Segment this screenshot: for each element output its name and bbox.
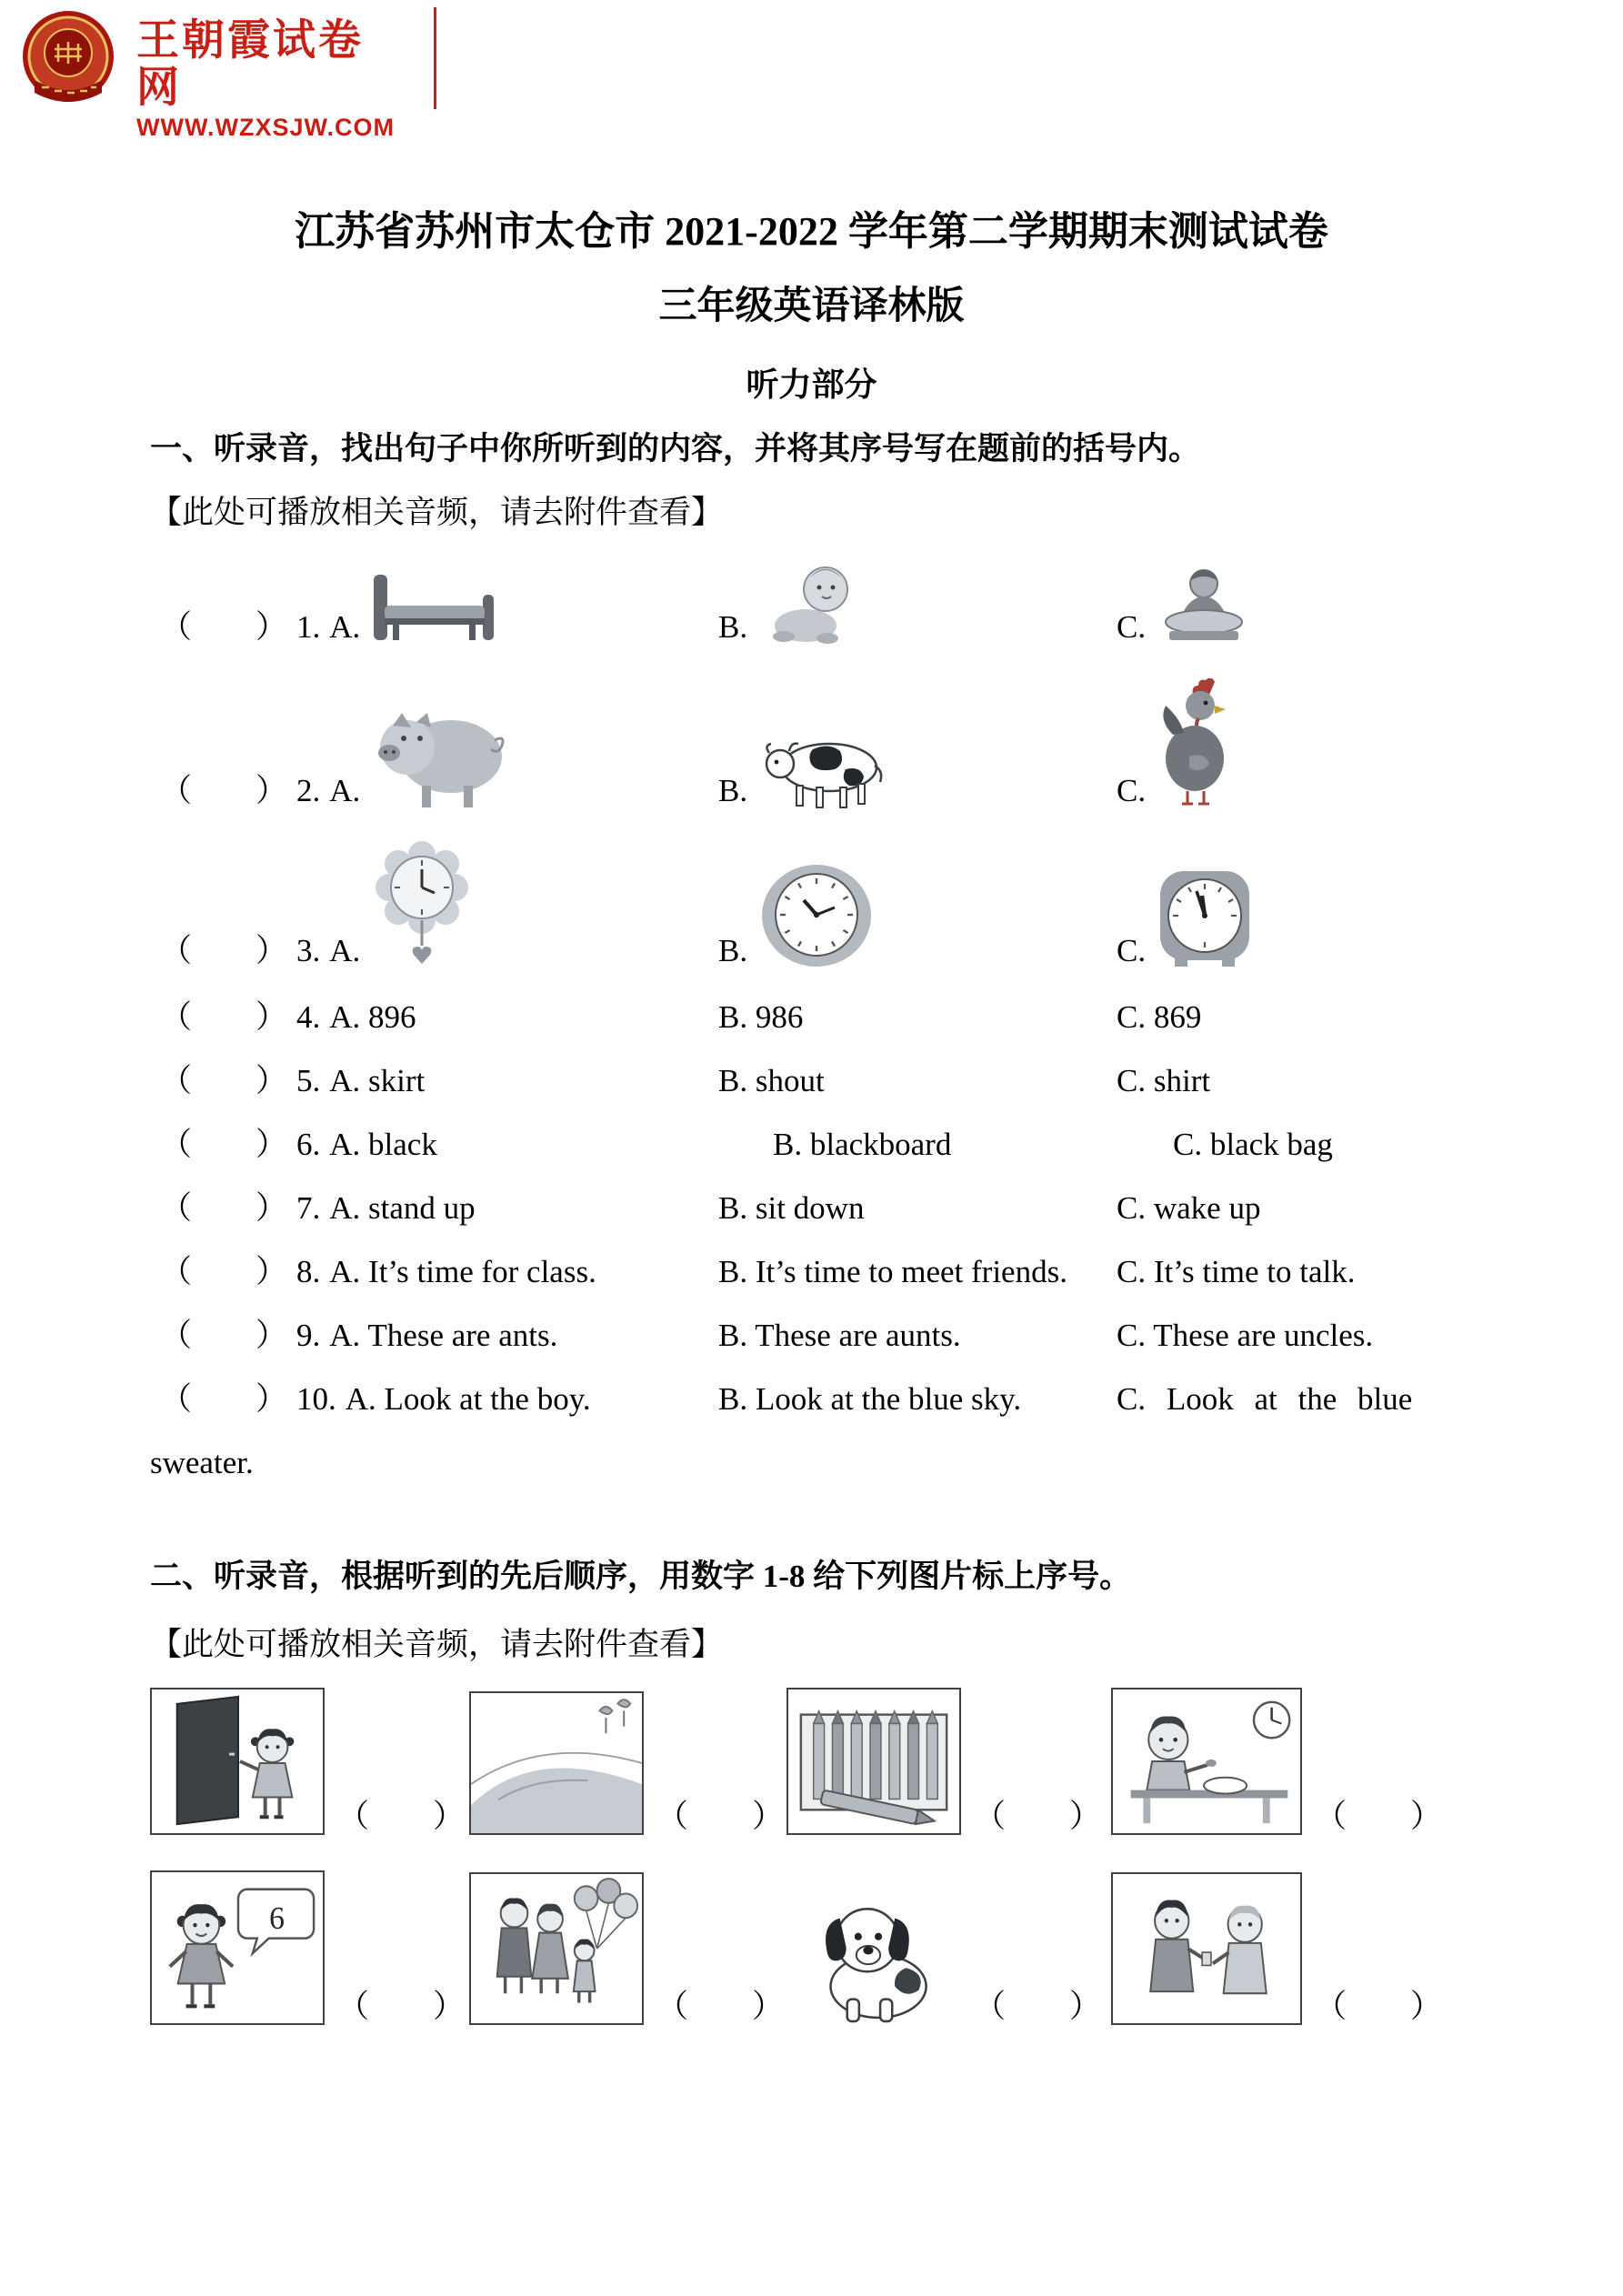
option-text: C. black bag [1173,1127,1333,1162]
option-text: A. It’s time for class. [329,1254,596,1289]
answer-bracket: （ ） [160,608,288,645]
option-text: B. shout [718,1063,825,1098]
answer-bracket: （ ） [160,1190,288,1226]
option-text: A. black [329,1127,437,1162]
bubble-number-text: 6 [269,1900,285,1937]
part2-picture-6 [469,1872,786,2025]
option-text: B. 986 [718,999,804,1035]
answer-bracket: （ ） [160,1254,288,1289]
q1-option-b [718,558,1117,646]
flower-pendulum-clock-image [371,837,473,969]
option-text: C. shirt [1117,1063,1211,1098]
answer-bracket: （ ） [656,1988,785,2024]
part2-picture-row-2 [150,1869,1596,2025]
answer-bracket: （ ） [337,1988,466,2024]
part1-heading: 一、听录音，找出句子中你所听到的内容，并将其序号写在题前的括号内。 [150,431,1201,466]
part2-picture-7 [786,1887,1111,2025]
option-text: A. 896 [329,999,416,1035]
family-with-balloons-image [469,1872,644,2025]
girl-with-speech-bubble-image [150,1870,325,2025]
grass-field-image [469,1691,644,1835]
q2-option-a [160,695,718,809]
exam-title: 江苏省苏州市太仓市 2021-2022 学年第二学期期末测试试卷 [295,209,1328,254]
question-number: 9. [296,1318,321,1353]
option-text: B. It’s time to meet friends. [718,1254,1067,1289]
question-row-9 [160,1318,1587,1381]
option-label: A. [329,772,361,808]
q2-label-c: C. [1117,772,1147,808]
option-text: C. These are uncles. [1117,1318,1374,1353]
cow-image [758,733,886,809]
option-text: C. It’s time to talk. [1117,1254,1356,1289]
two-people-talking-image [1111,1872,1302,2025]
answer-bracket: （ ） [974,1798,1102,1834]
site-logo-text [136,16,395,142]
question-row-6 [160,1127,1587,1190]
brand-seal-icon [20,9,116,109]
q3-label-c: C. [1117,932,1147,968]
question-number: 4. [296,999,321,1035]
listening-section-title: 听力部分 [746,366,877,403]
part2-picture-3 [786,1688,1111,1835]
option-text: C. 869 [1117,999,1202,1035]
site-url: WWW.WZXSJW.COM [136,114,395,142]
baby-image [758,558,862,646]
option-text: B. blackboard [773,1127,952,1162]
option-text: B. Look at the blue sky. [718,1381,1022,1417]
question-number: 7. [296,1190,321,1226]
q1-label-a [160,609,360,646]
q3-label-a [160,933,360,969]
question-row-7 [160,1190,1587,1254]
option-text: B. These are aunts. [718,1318,961,1353]
question-row-4 [160,999,1587,1063]
part2-picture-8 [1111,1872,1596,2025]
answer-bracket: （ ） [160,1063,288,1098]
header-divider [434,7,436,109]
option-text: A. skirt [329,1063,426,1098]
question-number: 3. [296,932,321,968]
q2-label-b: B. [718,772,748,808]
part1-audio-note: 【此处可播放相关音频，请去附件查看】 [150,495,724,530]
answer-bracket: （ ） [1315,1988,1443,2024]
hen-image [1157,678,1238,809]
answer-bracket: （ ） [160,1318,288,1353]
q3-option-c [1117,867,1587,969]
question-number: 6. [296,1127,321,1162]
wall-clock-image [1157,867,1253,969]
question-number: 10. [296,1381,336,1417]
girl-closing-door-image [150,1688,325,1835]
question-10-wrap: sweater. [150,1445,254,1480]
q2-option-c [1117,678,1587,809]
q2-label-a [160,773,360,809]
answer-bracket: （ ） [974,1988,1102,2024]
option-label: A. [329,608,361,645]
question-row-10 [160,1381,1587,1445]
q2-option-b [718,733,1117,809]
q3-option-a [160,837,718,969]
option-text: A. These are ants. [329,1318,558,1353]
question-row-5 [160,1063,1587,1127]
question-number: 2. [296,772,321,808]
question-number: 1. [296,608,321,645]
q1-label-b: B. [718,608,748,645]
part2-heading: 二、听录音，根据听到的先后顺序，用数字 1-8 给下列图片标上序号。 [150,1559,1132,1594]
question-number: 8. [296,1254,321,1289]
site-name: 王朝霞试卷网 [136,15,364,111]
question-row-1 [160,542,1587,646]
child-eating-breakfast-image [1111,1688,1302,1835]
option-text: A. Look at the boy. [345,1381,591,1417]
part2-picture-1 [150,1688,469,1835]
q1-option-c [1117,562,1587,646]
answer-bracket: （ ） [160,1381,288,1417]
answer-bracket: （ ） [337,1798,466,1834]
q1-label-c: C. [1117,608,1147,645]
q3-label-b: B. [718,932,748,968]
answer-bracket: （ ） [656,1798,785,1834]
option-text: C. Look at the blue [1117,1381,1413,1417]
answer-bracket: （ ） [160,1127,288,1162]
bed-image [371,571,498,646]
option-text: C. wake up [1117,1190,1261,1226]
part1-text-questions [150,999,1587,1509]
boy-washing-face-image [1157,562,1251,646]
question-number: 5. [296,1063,321,1098]
puppy-dog-image [786,1887,961,2025]
q1-option-a [160,571,718,646]
option-label: A. [329,932,361,968]
question-row-2 [160,675,1587,809]
option-text: A. stand up [329,1190,476,1226]
option-text: B. sit down [718,1190,865,1226]
part2-picture-5 [150,1870,469,2025]
answer-bracket: （ ） [160,772,288,808]
round-clock-image [758,862,875,969]
exam-subtitle: 三年级英语译林版 [658,286,965,327]
answer-bracket: （ ） [160,932,288,968]
part2-picture-4 [1111,1688,1596,1835]
pig-image [371,695,506,809]
question-row-8 [160,1254,1587,1318]
part2-picture-2 [469,1691,786,1835]
answer-bracket: （ ） [1315,1798,1443,1834]
part2-audio-note: 【此处可播放相关音频，请去附件查看】 [150,1627,724,1662]
crayon-box-image [786,1688,961,1835]
q3-option-b [718,862,1117,969]
part2-picture-row-1 [150,1686,1596,1835]
answer-bracket: （ ） [160,999,288,1035]
question-row-3 [160,829,1587,969]
